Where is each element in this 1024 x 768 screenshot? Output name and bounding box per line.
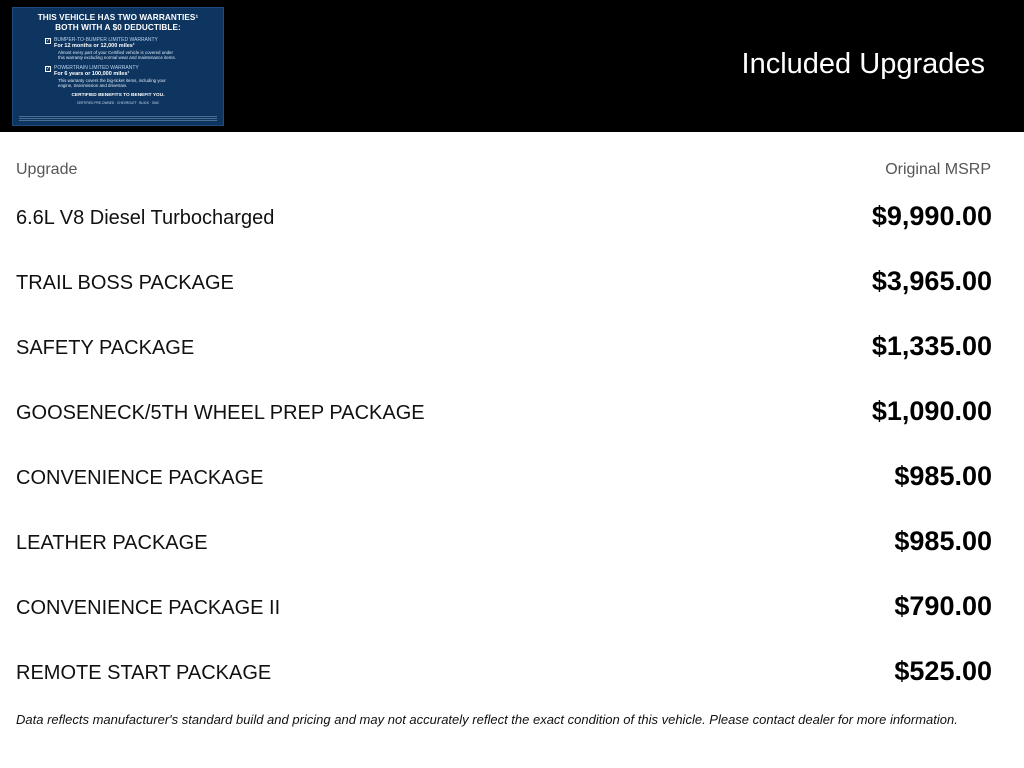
upgrade-price: $9,990.00 [871,201,992,231]
column-header-upgrade: Upgrade [16,161,78,178]
promo-item-subtitle: For 6 years or 100,000 miles¹ [54,71,130,78]
disclaimer-footnote: Data reflects manufacturer's standard build and pricing and may not accurately reflect the exact condition of this vehicle. Please contact dealer for more information. [16,712,958,727]
upgrade-row [0,510,1024,575]
upgrade-name: REMOTE START PACKAGE [16,662,272,684]
promo-item-title: POWERTRAIN LIMITED WARRANTY [54,65,139,72]
upgrade-row [0,575,1024,640]
promo-item-bumper [13,37,223,60]
upgrades-list [0,185,1024,705]
upgrade-name: SAFETY PACKAGE [16,337,195,359]
upgrade-name: LEATHER PACKAGE [16,532,208,554]
promo-headline-2: BOTH WITH A $0 DEDUCTIBLE: [55,22,181,32]
promo-benefits: CERTIFIED BENEFITS TO BENEFIT YOU. [71,93,165,98]
upgrade-price: $985.00 [894,526,992,556]
upgrade-row [0,640,1024,705]
upgrade-row [0,185,1024,250]
upgrade-name: CONVENIENCE PACKAGE [16,467,264,489]
upgrade-row [0,250,1024,315]
upgrade-price: $1,090.00 [871,396,992,426]
promo-item-subtitle: For 12 months or 12,000 miles¹ [54,43,135,50]
page-title: Included Upgrades [741,48,985,80]
promo-item-text: engine, transmission and drivetrain. [58,82,128,88]
header-bar [0,0,1024,132]
check-icon: ✓ [46,66,51,73]
promo-item-powertrain [13,65,223,88]
warranty-promo-image [12,7,224,126]
upgrade-price: $985.00 [894,461,992,491]
promo-fine-print [19,116,217,122]
promo-item-text: Almost every part of your Certified vehicle is covered under [58,49,173,55]
upgrade-name: TRAIL BOSS PACKAGE [16,272,234,294]
promo-headline-1: THIS VEHICLE HAS TWO WARRANTIES¹ [37,13,199,22]
promo-item-title: BUMPER-TO-BUMPER LIMITED WARRANTY [54,37,158,44]
upgrade-row [0,315,1024,380]
promo-item-text: this warranty excluding normal wear and maintenance items. [58,54,176,60]
upgrade-row [0,445,1024,510]
upgrade-name: 6.6L V8 Diesel Turbocharged [16,207,275,229]
upgrade-price: $3,965.00 [871,266,992,296]
check-icon: ✓ [46,38,51,45]
upgrade-row [0,380,1024,445]
upgrade-price: $1,335.00 [871,331,992,361]
promo-item-text: This warranty covers the big-ticket items, including your [58,77,166,83]
column-header-msrp: Original MSRP [885,161,991,178]
upgrade-price: $525.00 [894,656,992,686]
upgrade-price: $790.00 [894,591,992,621]
upgrade-name: CONVENIENCE PACKAGE II [16,597,281,619]
promo-brand-logos: CERTIFIED PRE-OWNED · CHEVROLET · BUICK · GMC [76,101,160,105]
upgrade-name: GOOSENECK/5TH WHEEL PREP PACKAGE [16,402,425,424]
